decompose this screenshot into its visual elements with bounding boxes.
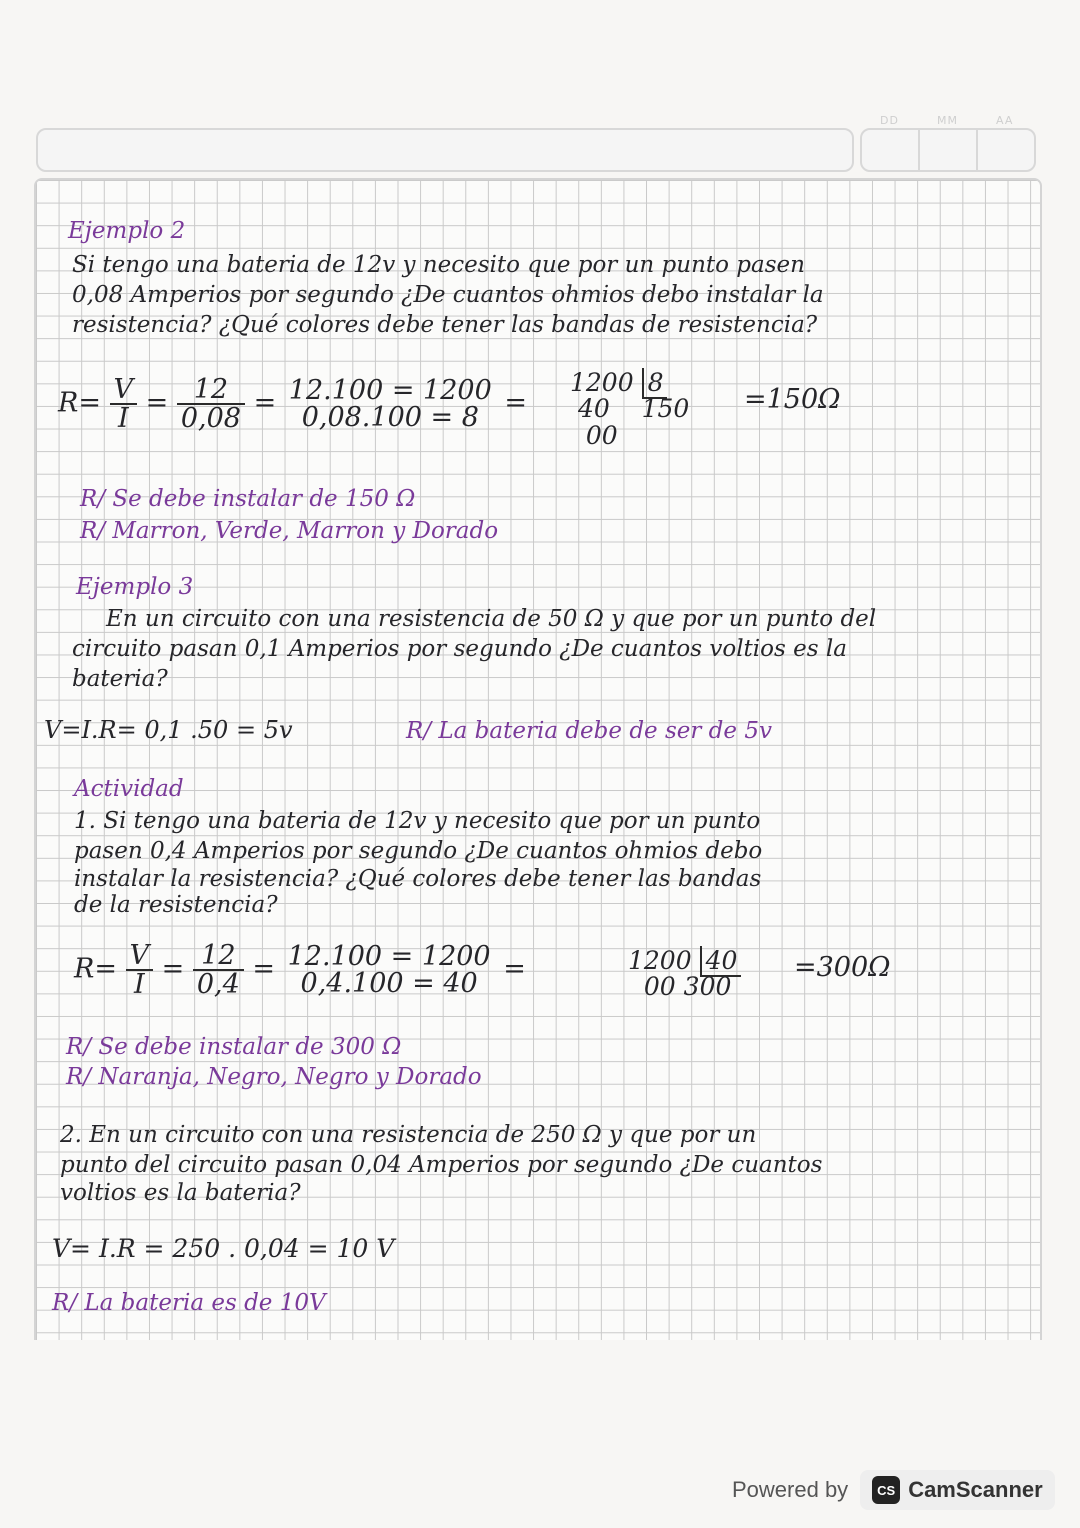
equals-sign: = bbox=[252, 953, 276, 985]
equals-sign: = bbox=[145, 387, 169, 419]
example2-problem-line3: resistencia? ¿Qué colores debe tener las bandas de resistencia? bbox=[72, 312, 818, 338]
example3-title: Ejemplo 3 bbox=[76, 574, 194, 600]
activity-q1-result: =300Ω bbox=[794, 952, 891, 983]
activity-q1-line1: 1. Si tengo una bateria de 12v y necesito que por un punto bbox=[74, 808, 761, 834]
division-dividend: 1200 bbox=[570, 368, 634, 397]
division-step: 40 bbox=[577, 394, 610, 424]
division-quotient: 150 bbox=[641, 394, 690, 424]
date-day-label: DD bbox=[880, 114, 899, 127]
formula-scaling bbox=[284, 943, 495, 997]
formula-lhs: R= bbox=[74, 953, 117, 985]
example2-title: Ejemplo 2 bbox=[68, 218, 186, 244]
camscanner-app-name: CamScanner bbox=[908, 1477, 1043, 1502]
title-field bbox=[36, 128, 854, 172]
equals-sign: = bbox=[504, 387, 527, 419]
fraction-denominator: I bbox=[117, 403, 129, 434]
example2-formula bbox=[58, 376, 527, 432]
camscanner-watermark bbox=[732, 1468, 1055, 1512]
example3-problem-line1: En un circuito con una resistencia de 50 Ω y que por un punto del bbox=[106, 606, 877, 632]
example3-answer: R/ La bateria debe de ser de 5v bbox=[406, 718, 772, 744]
activity-q2-line1: 2. En un circuito con una resistencia de 250 Ω y que por un bbox=[60, 1122, 757, 1148]
fraction-denominator: I bbox=[133, 969, 145, 1000]
fraction-denominator: 0,08 bbox=[180, 403, 241, 434]
activity-q1-answer2: R/ Naranja, Negro, Negro y Dorado bbox=[66, 1064, 482, 1090]
fraction-numerator: V bbox=[126, 942, 154, 971]
formula-fraction-values bbox=[193, 942, 244, 998]
date-year-label: AA bbox=[996, 114, 1014, 127]
date-year-cell bbox=[978, 130, 1034, 170]
activity-title: Actividad bbox=[74, 776, 184, 802]
equals-sign: = bbox=[161, 953, 185, 985]
scaling-top: 12.100 = 1200 bbox=[287, 941, 491, 972]
division-dividend: 1200 bbox=[628, 946, 692, 975]
example3-problem-line3: bateria? bbox=[72, 666, 168, 692]
formula-scaling bbox=[285, 377, 496, 431]
fraction-numerator: 12 bbox=[177, 376, 245, 405]
camscanner-logo-icon: CS bbox=[872, 1476, 900, 1504]
camscanner-badge bbox=[860, 1470, 1055, 1510]
formula-lhs: R= bbox=[58, 387, 101, 419]
activity-q1-formula bbox=[74, 942, 526, 998]
activity-q1-answer1: R/ Se debe instalar de 300 Ω bbox=[66, 1034, 402, 1060]
activity-q1-line4: de la resistencia? bbox=[74, 892, 278, 918]
example2-answer1: R/ Se debe instalar de 150 Ω bbox=[80, 486, 416, 512]
activity-q1-line3: instalar la resistencia? ¿Qué colores debe tener las bandas bbox=[74, 866, 762, 892]
scaling-bottom: 0,08.100 = 8 bbox=[301, 402, 479, 433]
example2-problem-line1: Si tengo una bateria de 12v y necesito que por un punto pasen bbox=[72, 252, 805, 278]
example2-problem-line2: 0,08 Amperios por segundo ¿De cuantos ohmios debo instalar la bbox=[72, 282, 824, 308]
division-step: 00 bbox=[643, 972, 676, 1002]
division-quotient: 300 bbox=[683, 972, 732, 1002]
example2-answer2: R/ Marron, Verde, Marron y Dorado bbox=[80, 518, 499, 544]
date-month-label: MM bbox=[937, 114, 958, 127]
fraction-numerator: 12 bbox=[193, 942, 244, 971]
equals-sign: = bbox=[253, 387, 277, 419]
formula-fraction-values bbox=[177, 376, 245, 432]
activity-q2-line3: voltios es la bateria? bbox=[60, 1180, 301, 1206]
activity-q2-line2: punto del circuito pasan 0,04 Amperios por segundo ¿De cuantos bbox=[60, 1152, 823, 1178]
date-day-cell bbox=[862, 130, 920, 170]
division-divisor: 8 bbox=[642, 368, 668, 399]
example3-formula: V=I.R= 0,1 .50 = 5v bbox=[44, 716, 293, 744]
formula-fraction-v-over-i bbox=[110, 376, 138, 432]
example2-long-division bbox=[570, 370, 689, 449]
formula-fraction-v-over-i bbox=[126, 942, 154, 998]
fraction-numerator: V bbox=[110, 376, 138, 405]
example3-problem-line2: circuito pasan 0,1 Amperios por segundo ¿De cuantos voltios es la bbox=[72, 636, 847, 662]
date-month-cell bbox=[920, 130, 978, 170]
scaling-top: 12.100 = 1200 bbox=[288, 375, 492, 406]
date-field bbox=[860, 128, 1036, 172]
activity-q1-line2: pasen 0,4 Amperios por segundo ¿De cuantos ohmios debo bbox=[74, 838, 763, 864]
powered-by-label: Powered by bbox=[732, 1477, 849, 1502]
activity-q2-formula: V= I.R = 250 . 0,04 = 10 V bbox=[52, 1234, 395, 1263]
activity-q2-answer: R/ La bateria es de 10V bbox=[52, 1290, 326, 1316]
example2-result: =150Ω bbox=[744, 384, 841, 415]
scaling-bottom: 0,4.100 = 40 bbox=[300, 968, 478, 999]
division-divisor: 40 bbox=[700, 946, 742, 977]
fraction-denominator: 0,4 bbox=[196, 969, 240, 1000]
equals-sign: = bbox=[503, 953, 526, 985]
activity-q1-long-division bbox=[628, 948, 741, 1001]
grid-sheet bbox=[34, 178, 1042, 1340]
division-step: 00 bbox=[585, 420, 618, 450]
